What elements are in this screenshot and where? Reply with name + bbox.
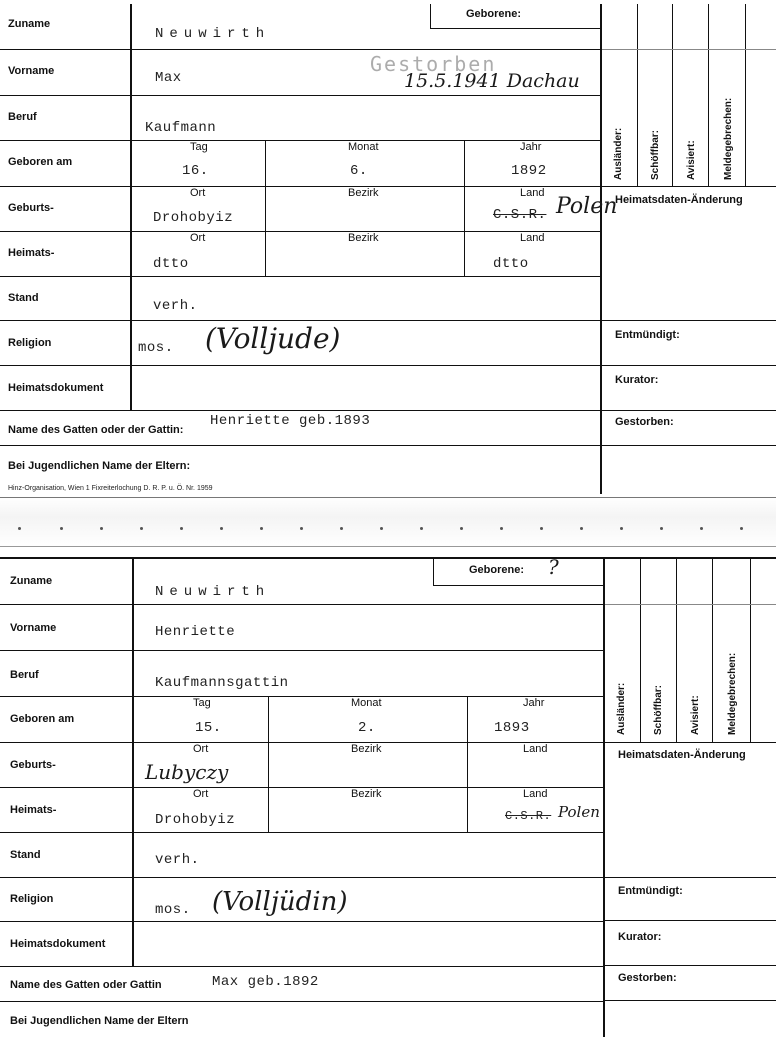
divider [0, 95, 600, 96]
divider [605, 742, 776, 743]
divider [676, 559, 677, 742]
divider [672, 4, 673, 186]
perforation-dot [380, 527, 383, 530]
label-land: Land [523, 743, 548, 755]
label-geborene: Geborene: [469, 564, 525, 576]
registration-card-2 [0, 557, 776, 1037]
handwritten-heimats-land: Polen [558, 803, 600, 821]
label-ort: Ort [193, 788, 209, 800]
value-gatte: Max geb.1892 [212, 974, 319, 990]
divider [0, 1001, 603, 1002]
label-kurator: Kurator: [615, 374, 659, 386]
handwritten-religion: (Volljude) [205, 322, 341, 355]
label-vorname: Vorname [10, 622, 57, 634]
value-vorname: Max [155, 70, 182, 86]
divider [602, 365, 776, 366]
divider [0, 276, 600, 277]
label-vorname: Vorname [8, 65, 55, 77]
divider [0, 921, 603, 922]
handwritten-religion: (Volljüdin) [212, 887, 348, 917]
label-monat: Monat [351, 697, 382, 709]
label-land: Land [520, 232, 545, 244]
label-jahr: Jahr [520, 141, 542, 153]
printer-footer: Hinz-Organisation, Wien 1 Fixreiterlochung D. R. P. u. Ö. Nr. 1959 [8, 485, 213, 492]
divider [0, 497, 776, 498]
perforation-dot [260, 527, 263, 530]
label-gestorben: Gestorben: [615, 416, 674, 428]
label-geboren-am: Geboren am [10, 713, 75, 725]
divider [0, 832, 603, 833]
value-tag: 15. [195, 720, 222, 736]
divider [602, 410, 776, 411]
divider [430, 28, 600, 29]
label-gestorben: Gestorben: [618, 972, 677, 984]
label-eltern: Bei Jugendlichen Name der Eltern: [8, 460, 191, 472]
perforation-dot [180, 527, 183, 530]
perforation-dot [420, 527, 423, 530]
perforation-dot [460, 527, 463, 530]
registration-card-1 [0, 0, 776, 500]
divider [605, 1000, 776, 1001]
label-avisiert: Avisiert: [690, 695, 701, 735]
divider [605, 604, 776, 605]
value-religion: mos. [138, 340, 174, 356]
label-auslaender: Ausländer: [613, 127, 624, 180]
label-entmuendigt: Entmündigt: [615, 329, 680, 341]
label-zuname: Zuname [10, 575, 53, 587]
divider [640, 559, 641, 742]
label-schoeffbar: Schöffbar: [653, 685, 664, 735]
divider [433, 559, 434, 585]
label-land: Land [520, 187, 545, 199]
perforation-dot [620, 527, 623, 530]
value-stand: verh. [155, 852, 200, 868]
divider [132, 559, 134, 967]
label-stand: Stand [10, 849, 41, 861]
value-religion: mos. [155, 902, 191, 918]
divider [0, 410, 600, 411]
perforation-dot [140, 527, 143, 530]
stamp-gestorben: Gestorben [370, 52, 497, 76]
label-entmuendigt: Entmündigt: [618, 885, 683, 897]
handwritten-death-date: 15.5.1941 Dachau [404, 70, 580, 92]
divider [750, 559, 751, 742]
label-geburts: Geburts- [10, 759, 56, 771]
handwritten-geburts-land: Polen [556, 194, 618, 219]
label-heimats: Heimats- [8, 247, 55, 259]
value-heimats-ort: dtto [153, 256, 189, 272]
divider [430, 4, 431, 28]
value-heimats-land: dtto [493, 256, 529, 272]
divider [0, 140, 600, 141]
divider [0, 742, 603, 743]
label-heimatsdaten-aenderung: Heimatsdaten-Änderung [615, 194, 743, 206]
handwritten-geburts-ort: Lubyczy [145, 760, 229, 784]
label-bezirk: Bezirk [351, 788, 382, 800]
label-heimatsdokument: Heimatsdokument [8, 382, 104, 394]
label-stand: Stand [8, 292, 39, 304]
perforation-dot [340, 527, 343, 530]
value-stand: verh. [153, 298, 198, 314]
label-tag: Tag [193, 697, 211, 709]
divider [467, 696, 468, 832]
divider [0, 231, 600, 232]
label-meldegebrechen: Meldegebrechen: [723, 97, 734, 180]
value-beruf: Kaufmann [145, 120, 217, 136]
divider [745, 4, 746, 186]
label-geburts: Geburts- [8, 202, 54, 214]
divider [0, 966, 603, 967]
divider [708, 4, 709, 186]
value-geburts-land: C.S.R. [493, 207, 547, 223]
label-zuname: Zuname [8, 18, 51, 30]
label-kurator: Kurator: [618, 931, 662, 943]
divider [0, 877, 603, 878]
divider [0, 49, 600, 50]
label-land: Land [523, 788, 548, 800]
label-geboren-am: Geboren am [8, 156, 73, 168]
perforation-dot [18, 527, 21, 530]
label-religion: Religion [8, 337, 52, 349]
value-zuname: Neuwirth [155, 26, 271, 42]
label-ort: Ort [190, 187, 206, 199]
divider [0, 650, 603, 651]
divider [0, 320, 600, 321]
label-eltern: Bei Jugendlichen Name der Eltern [10, 1015, 189, 1027]
value-monat: 6. [350, 163, 368, 179]
divider [602, 320, 776, 321]
label-meldegebrechen: Meldegebrechen: [727, 652, 738, 735]
label-ort: Ort [190, 232, 206, 244]
divider [130, 4, 132, 410]
value-jahr: 1892 [511, 163, 547, 179]
label-geborene: Geborene: [466, 8, 522, 20]
divider [0, 445, 600, 446]
divider [637, 4, 638, 186]
label-schoeffbar: Schöffbar: [650, 130, 661, 180]
divider [712, 559, 713, 742]
perforation-dot [300, 527, 303, 530]
label-heimats: Heimats- [10, 804, 57, 816]
label-ort: Ort [193, 743, 209, 755]
label-heimatsdaten-aenderung: Heimatsdaten-Änderung [618, 749, 746, 761]
divider [602, 186, 776, 187]
label-heimatsdokument: Heimatsdokument [10, 938, 106, 950]
perforation-dot [740, 527, 743, 530]
label-gatte: Name des Gatten oder Gattin [10, 979, 162, 991]
divider [602, 445, 776, 446]
label-beruf: Beruf [10, 669, 39, 681]
perforation-dot [540, 527, 543, 530]
label-bezirk: Bezirk [348, 232, 379, 244]
perforation-dot [700, 527, 703, 530]
perforation-dot [220, 527, 223, 530]
separator-strip [0, 497, 776, 547]
value-zuname: Neuwirth [155, 584, 271, 600]
label-tag: Tag [190, 141, 208, 153]
label-avisiert: Avisiert: [686, 140, 697, 180]
divider [0, 365, 600, 366]
divider [0, 557, 776, 559]
divider [0, 787, 603, 788]
perforation-dot [60, 527, 63, 530]
divider [602, 49, 776, 50]
divider [0, 604, 603, 605]
divider [0, 696, 603, 697]
label-bezirk: Bezirk [348, 187, 379, 199]
label-jahr: Jahr [523, 697, 545, 709]
divider [0, 546, 776, 547]
label-auslaender: Ausländer: [616, 682, 627, 735]
value-gatte: Henriette geb.1893 [210, 413, 371, 429]
divider [605, 920, 776, 921]
value-heimats-ort: Drohobyiz [155, 812, 236, 828]
perforation-dot [100, 527, 103, 530]
label-religion: Religion [10, 893, 54, 905]
divider [464, 140, 465, 276]
perforation-dot [660, 527, 663, 530]
divider [605, 877, 776, 878]
value-jahr: 1893 [494, 720, 530, 736]
divider [268, 696, 269, 832]
label-beruf: Beruf [8, 111, 37, 123]
divider [265, 140, 266, 276]
value-vorname: Henriette [155, 624, 236, 640]
divider [0, 186, 600, 187]
label-monat: Monat [348, 141, 379, 153]
perforation-dot [580, 527, 583, 530]
divider [433, 585, 603, 586]
perforation-dot [500, 527, 503, 530]
value-geburts-ort: Drohobyiz [153, 210, 234, 226]
value-beruf: Kaufmannsgattin [155, 675, 289, 691]
handwritten-geborene-mark: ? [548, 555, 559, 579]
label-gatte: Name des Gatten oder der Gattin: [8, 424, 184, 436]
label-bezirk: Bezirk [351, 743, 382, 755]
value-monat: 2. [358, 720, 376, 736]
value-heimats-land: C.S.R. [505, 809, 552, 823]
value-tag: 16. [182, 163, 209, 179]
divider [605, 965, 776, 966]
divider [600, 4, 602, 494]
